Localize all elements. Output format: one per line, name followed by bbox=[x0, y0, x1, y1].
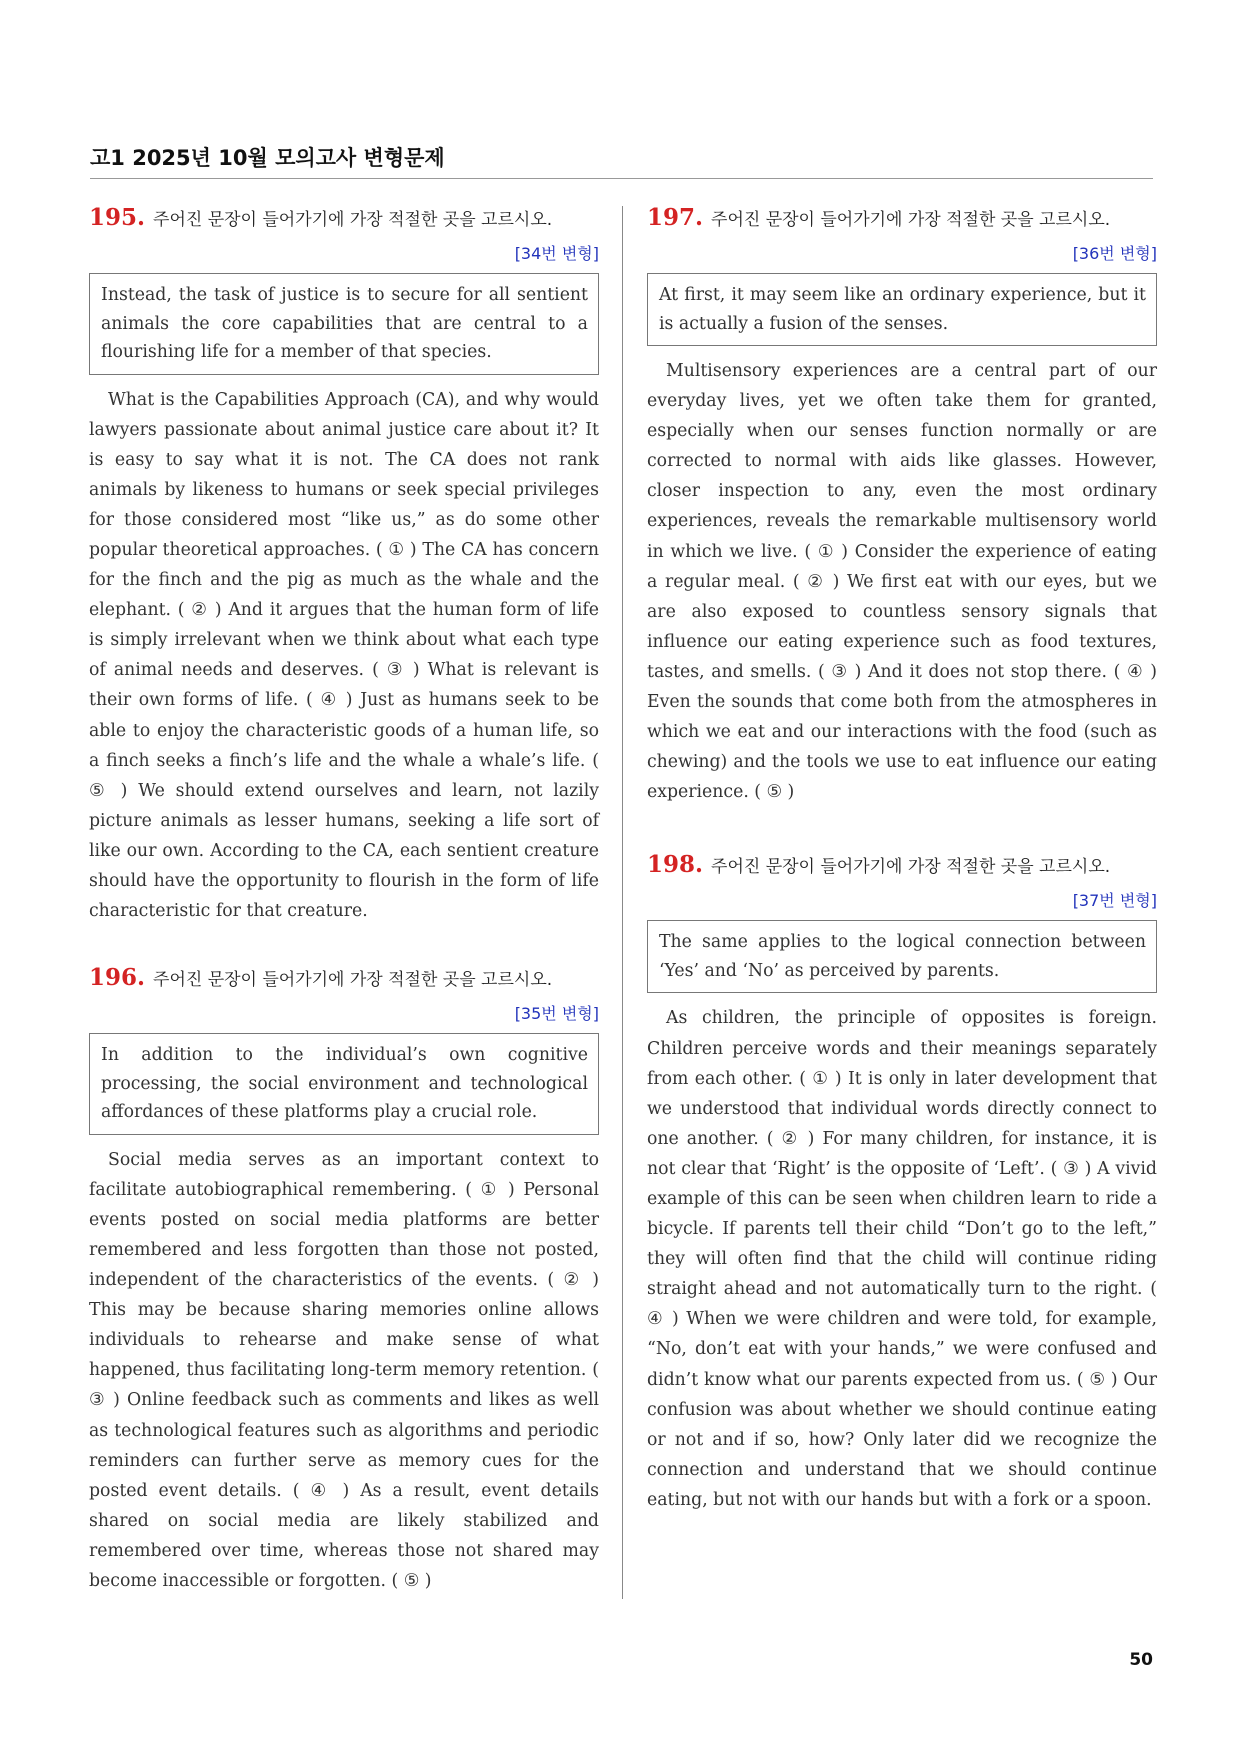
given-sentence-box: In addition to the individual’s own cognitive processing, the social environment and technological affordances of these platforms play a crucial role. bbox=[89, 1033, 599, 1135]
given-sentence-box: The same applies to the logical connection between ‘Yes’ and ‘No’ as perceived by parents. bbox=[647, 920, 1157, 993]
section-spacer bbox=[647, 807, 1157, 851]
question-197 bbox=[647, 204, 1157, 807]
question-passage: As children, the principle of opposites is foreign. Children perceive words and their meanings separately from each other. ( ① ) It is only in later development that we understood that individual words directly connect to one another. ( ② ) For many children, for instance, it is not clear that ‘Right’ is the opposite of ‘Left’. ( ③ ) A vivid example of this can be seen when children learn to ride a bicycle. If parents tell their child “Don’t go to the left,” they will often find that the child will continue riding straight ahead and not automatically turn to the right. ( ④ ) When we were children and were told, for example, “No, don’t eat with your hands,” we were confused and didn’t know what our parents expected from us. ( ⑤ ) Our confusion was about whether we should continue eating or not and if so, how? Only later did we recognize the connection and understand that we should continue eating, but not with our hands but with a fork or a spoon. bbox=[647, 1008, 1157, 1510]
question-passage: Social media serves as an important context to facilitate autobiographical remembering. ( ① ) Personal events posted on social media platforms are better remembered and less forgotten than those not posted, independent of the characteristics of the events. ( ② ) This may be because sharing memories online allows individuals to rehearse and make sense of what happened, thus facilitating long-term memory retention. ( ③ ) Online feedback such as comments and likes as well as technological features such as algorithms and periodic reminders can further serve as memory cues for the posted event details. ( ④ ) As a result, event details shared on social media are likely stabilized and remembered over time, whereas those not shared may become inaccessible or forgotten. ( ⑤ ) bbox=[89, 1149, 599, 1591]
question-number: 195. bbox=[89, 204, 146, 231]
question-number: 196. bbox=[89, 964, 146, 992]
header-divider bbox=[90, 178, 1153, 179]
question-source: [34번 변형] bbox=[514, 244, 599, 263]
question-passage: What is the Capabilities Approach (CA), and why would lawyers passionate about animal justice care about it? It is easy to say what it is not. The CA does not rank animals by likeness to humans or seek special privileges for those considered most “like us,” as do some other popular theoretical approaches. ( ① ) The CA has concern for the finch and the pig as much as the whale and the elephant. ( ② ) And it argues that the human form of life is simply irrelevant when we think about what each type of animal needs and deserves. ( ③ ) What is relevant is their own forms of life. ( ④ ) Just as humans seek to be able to enjoy the characteristic goods of a human life, so a finch seeks a finch’s life and the whale a whale’s life. ( ⑤ ) We should extend ourselves and learn, not lazily picture animals as lesser humans, seeking a life sort of like our own. According to the CA, each sentient creature should have the opportunity to flourish in the form of life characteristic for that creature. bbox=[89, 389, 599, 922]
question-header bbox=[647, 851, 1157, 878]
question-196 bbox=[89, 964, 599, 1596]
section-spacer bbox=[89, 926, 599, 964]
question-header bbox=[647, 204, 1157, 231]
page-title: 고1 2025년 10월 모의고사 변형문제 bbox=[90, 146, 445, 170]
given-sentence-box: Instead, the task of justice is to secure for all sentient animals the core capabilities that are central to a flourishing life for a member of that species. bbox=[89, 273, 599, 375]
question-header bbox=[89, 204, 599, 231]
right-column bbox=[647, 204, 1157, 1515]
question-instruction: 주어진 문장이 들어가기에 가장 적절한 곳을 고르시오. bbox=[711, 857, 1111, 878]
question-instruction: 주어진 문장이 들어가기에 가장 적절한 곳을 고르시오. bbox=[711, 210, 1111, 230]
question-number: 197. bbox=[647, 204, 704, 231]
question-198 bbox=[647, 851, 1157, 1515]
column-divider bbox=[622, 206, 623, 1599]
question-header bbox=[89, 964, 599, 991]
question-source: [36번 변형] bbox=[1072, 244, 1157, 263]
question-number: 198. bbox=[647, 851, 704, 879]
question-instruction: 주어진 문장이 들어가기에 가장 적절한 곳을 고르시오. bbox=[153, 210, 553, 230]
left-column bbox=[89, 204, 599, 1596]
question-195 bbox=[89, 204, 599, 926]
given-sentence-box: At first, it may seem like an ordinary experience, but it is actually a fusion of the senses. bbox=[647, 273, 1157, 346]
question-source: [35번 변형] bbox=[514, 1004, 599, 1024]
question-passage: Multisensory experiences are a central part of our everyday lives, yet we often take them for granted, especially when our senses function normally or are corrected to normal with aids like glasses. However, closer inspection to any, even the most ordinary experiences, reveals the remarkable multisensory world in which we live. ( ① ) Consider the experience of eating a regular meal. ( ② ) We first eat with our eyes, but we are also exposed to countless sensory signals that influence our eating experience such as food textures, tastes, and smells. ( ③ ) And it does not stop there. ( ④ ) Even the sounds that come both from the atmospheres in which we eat and our interactions with the food (such as chewing) and the tools we use to eat influence our eating experience. ( ⑤ ) bbox=[647, 361, 1157, 803]
page-number: 50 bbox=[1129, 1650, 1153, 1670]
question-source: [37번 변형] bbox=[1072, 891, 1157, 911]
question-instruction: 주어진 문장이 들어가기에 가장 적절한 곳을 고르시오. bbox=[153, 970, 553, 991]
